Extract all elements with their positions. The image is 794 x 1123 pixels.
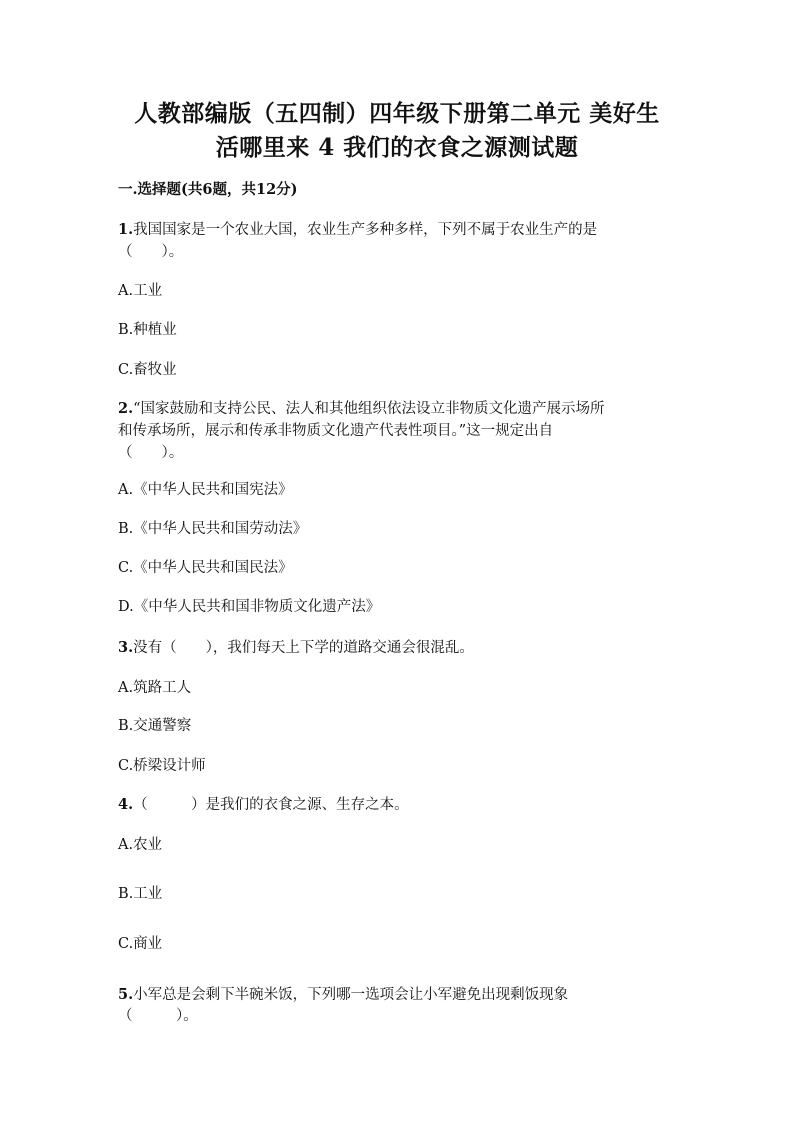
question-2-line-3: （ ）。 (118, 445, 184, 461)
question-text: 没有（ ），我们每天上下学的道路交通会很混乱。 (133, 640, 474, 656)
question-4-option-a: A.农业 (118, 837, 163, 853)
question-2-option-c: C.《中华人民共和国民法》 (118, 560, 293, 576)
question-4-option-b: B.工业 (118, 886, 163, 902)
document-title-line-2: 活哪里来 4 我们的衣食之源测试题 (215, 134, 579, 161)
question-5-line-2: （ ）。 (118, 1008, 198, 1024)
question-4-option-c: C.商业 (118, 936, 163, 952)
document-title-line-1: 人教部编版（五四制）四年级下册第二单元 美好生 (134, 100, 660, 127)
question-number: 3. (118, 639, 134, 656)
question-1-option-a: A.工业 (118, 283, 163, 299)
question-number: 2. (118, 400, 134, 417)
question-4-line-1 (118, 793, 409, 814)
question-3-option-a: A.筑路工人 (118, 680, 192, 696)
question-2-option-a: A.《中华人民共和国宪法》 (118, 482, 293, 498)
question-3-option-c: C.桥梁设计师 (118, 758, 206, 774)
section-heading: 一.选择题(共6题，共12分) (118, 181, 298, 198)
question-2-option-d: D.《中华人民共和国非物质文化遗产法》 (118, 599, 381, 615)
question-1-line-2: （ ）。 (118, 244, 184, 260)
question-text: 小军总是会剩下半碗米饭，下列哪一选项会让小军避免出现剩饭现象 (133, 987, 569, 1003)
question-text: （ ）是我们的衣食之源、生存之本。 (133, 797, 409, 813)
question-2-option-b: B.《中华人民共和国劳动法》 (118, 521, 308, 537)
question-1-option-c: C.畜牧业 (118, 362, 177, 378)
question-2-line-1 (118, 397, 605, 418)
question-text: 我国国家是一个农业大国，农业生产多种多样，下列不属于农业生产的是 (133, 222, 598, 238)
question-2-line-2: 和传承场所，展示和传承非物质文化遗产代表性项目。”这一规定出自 (118, 423, 554, 439)
question-number: 1. (118, 221, 134, 238)
question-5-line-1 (118, 983, 568, 1004)
question-3-line-1 (118, 636, 474, 657)
question-number: 5. (118, 986, 134, 1003)
question-number: 4. (118, 796, 134, 813)
question-3-option-b: B.交通警察 (118, 718, 192, 734)
question-1-option-b: B.种植业 (118, 322, 177, 338)
question-1-line-1 (118, 218, 597, 239)
question-text: “国家鼓励和支持公民、法人和其他组织依法设立非物质文化遗产展示场所 (133, 401, 605, 417)
